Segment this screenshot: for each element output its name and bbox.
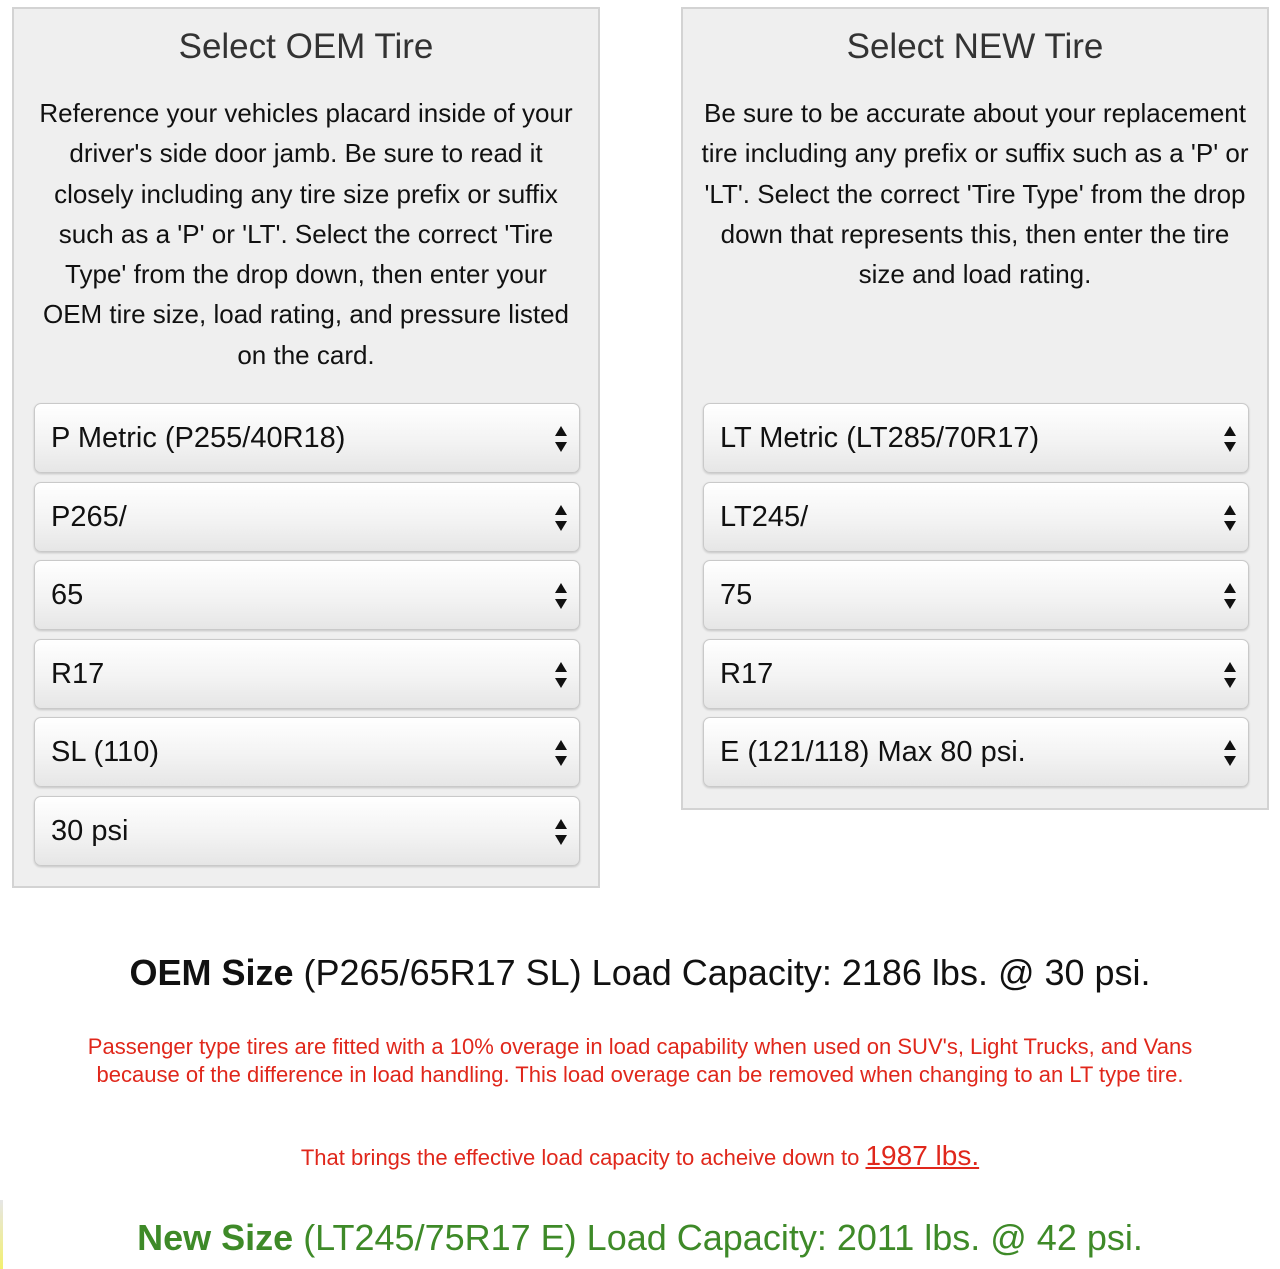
- new-panel-title: Select NEW Tire: [846, 27, 1104, 66]
- new-size-detail: (LT245/75R17 E) Load Capacity: 2011 lbs. @ 42 psi.: [303, 1217, 1143, 1258]
- load-overage-notice: Passenger type tires are fitted with a 10% overage in load capability when used on SUV's, Light Trucks, and Vans because of the difference in load handling. This load overage can be removed when changing to an LT type tire.: [87, 1034, 1193, 1087]
- new-tire-panel: [681, 7, 1269, 810]
- new-select-list: [703, 403, 1249, 796]
- new-load-rating-value: E (121/118) Max 80 psi.: [720, 736, 1026, 768]
- up-down-chevron-icon: [553, 738, 569, 768]
- effective-load-value-link[interactable]: 1987 lbs.: [865, 1140, 980, 1171]
- new-panel-description: Be sure to be accurate about your replacement tire including any prefix or suffix such as a 'P' or 'LT'. Select the correct 'Tire Type' from the drop down that represents this, then enter the tire size and load rating.: [701, 98, 1249, 290]
- oem-aspect-ratio-select[interactable]: [34, 560, 580, 630]
- up-down-chevron-icon: [553, 817, 569, 847]
- new-width-select[interactable]: [703, 482, 1249, 552]
- up-down-chevron-icon: [553, 660, 569, 690]
- new-rim-value: R17: [720, 657, 774, 690]
- oem-load-rating-select[interactable]: [34, 717, 580, 787]
- new-aspect-ratio-select[interactable]: [703, 560, 1249, 630]
- oem-size-summary: [0, 952, 1280, 994]
- up-down-chevron-icon: [1222, 660, 1238, 690]
- oem-width-select[interactable]: [34, 482, 580, 552]
- new-size-summary: [0, 1217, 1280, 1259]
- oem-panel-description: Reference your vehicles placard inside of your driver's side door jamb. Be sure to read it closely including any tire size prefix or suffix such as a 'P' or 'LT'. Select the correct 'Tire Type' from the drop down, then enter your OEM tire size, load rating, and pressure listed on the card.: [39, 98, 573, 370]
- oem-pressure-select[interactable]: [34, 796, 580, 866]
- oem-tire-panel: [12, 7, 600, 888]
- up-down-chevron-icon: [553, 581, 569, 611]
- oem-aspect-ratio-value: 65: [51, 579, 84, 611]
- oem-tire-type-select[interactable]: [34, 403, 580, 473]
- new-tire-type-value: LT Metric (LT285/70R17): [720, 422, 1040, 454]
- up-down-chevron-icon: [553, 503, 569, 533]
- oem-pressure-value: 30 psi: [51, 814, 129, 847]
- oem-tire-type-value: P Metric (P255/40R18): [51, 422, 346, 454]
- new-aspect-ratio-value: 75: [720, 579, 753, 611]
- oem-load-rating-value: SL (110): [51, 736, 159, 768]
- up-down-chevron-icon: [1222, 424, 1238, 454]
- oem-size-detail: (P265/65R17 SL) Load Capacity: 2186 lbs. @ 30 psi.: [303, 952, 1151, 993]
- oem-width-value: P265/: [51, 500, 127, 533]
- new-width-value: LT245/: [720, 500, 809, 533]
- new-rim-select[interactable]: [703, 639, 1249, 709]
- oem-rim-select[interactable]: [34, 639, 580, 709]
- effective-load-capacity: [0, 1140, 1280, 1172]
- up-down-chevron-icon: [553, 424, 569, 454]
- new-size-label: New Size: [137, 1217, 294, 1258]
- oem-rim-value: R17: [51, 657, 105, 690]
- oem-size-label: OEM Size: [129, 952, 294, 993]
- oem-panel-title: Select OEM Tire: [178, 27, 434, 66]
- new-tire-type-select[interactable]: [703, 403, 1249, 473]
- effective-load-text: That brings the effective load capacity to acheive down to: [300, 1145, 860, 1170]
- up-down-chevron-icon: [1222, 503, 1238, 533]
- window-edge-divider: [0, 1200, 3, 1269]
- up-down-chevron-icon: [1222, 738, 1238, 768]
- new-load-rating-select[interactable]: [703, 717, 1249, 787]
- up-down-chevron-icon: [1222, 581, 1238, 611]
- oem-select-list: [34, 403, 580, 874]
